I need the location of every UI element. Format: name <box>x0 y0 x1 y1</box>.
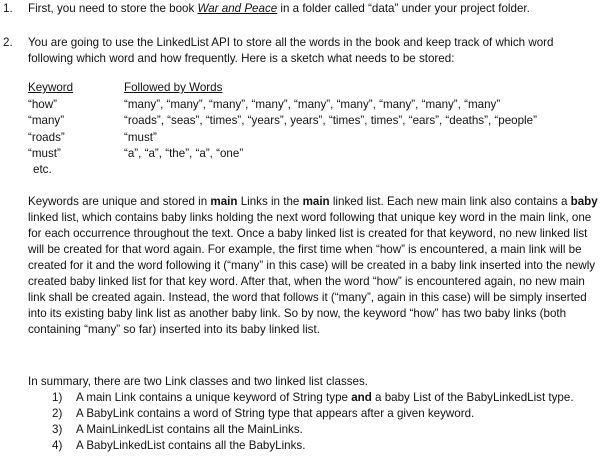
explanation-paragraph <box>28 194 603 338</box>
list-item-bold: and <box>351 391 372 404</box>
list-item-text-after: a baby List of the BabyLinkedList type. <box>371 391 574 404</box>
list-item <box>52 438 602 454</box>
item-text-before: First, you need to store the book <box>28 2 198 15</box>
list-item <box>52 390 602 406</box>
item-text <box>28 1 603 17</box>
item-text-after: in a folder called “data” under your project folder. <box>277 2 530 15</box>
list-item-number: 3) <box>52 423 63 436</box>
header-keyword: Keyword <box>28 81 74 94</box>
para-bold: main <box>210 195 238 208</box>
list-item <box>52 406 602 422</box>
para-text: Keywords are unique and stored in <box>28 195 211 208</box>
list-item-number: 1) <box>52 391 63 404</box>
list-item-text <box>76 390 574 406</box>
table-row <box>28 146 537 163</box>
followers-cell: “must” <box>124 130 157 144</box>
keyword-cell: “many” <box>28 114 65 127</box>
keyword-table <box>28 80 537 163</box>
etc-text: etc. <box>33 163 52 176</box>
table-row <box>28 113 537 130</box>
keyword-cell: “roads” <box>28 130 65 144</box>
para-text: linked list. Each new main link also contains a <box>329 195 571 208</box>
list-item-text-before: A main Link contains a unique keyword of String type <box>76 391 352 404</box>
item-number: 1. <box>3 2 13 15</box>
list-item-text: A BabyLinkedList contains all the BabyLinks. <box>76 439 306 452</box>
keyword-cell: “how” <box>28 97 57 111</box>
para-bold: baby <box>570 195 598 208</box>
list-item-text: A MainLinkedList contains all the MainLinks. <box>76 423 303 436</box>
followers-cell: “roads”, “seas”, “times”, “years”, years”, “times”, times”, “ears”, “deaths”, “people” <box>124 114 537 127</box>
para-text: linked list, which contains baby links holding the next word following that unique key word in the main link, one for each occurrence throughout the text. Once a baby linked list is created for that keyword, no new linked list will be created for that word again. For example, the first time when “how” is encountered, a main link will be created for it and the word following it (“many” in this case) will be created in a baby link inserted into the newly created baby linked list for that key word. After that, when the word “how” is encountered again, no new main link shall be created again. Instead, the word that follows it (“many”, again in this case) will be simply inserted into its existing baby link list as another baby link. So by now, the keyword “how” has two baby links (both containing “many” so far) inserted into its baby linked list. <box>28 211 596 336</box>
list-item-number: 2) <box>52 407 63 420</box>
para-text: Links in the <box>237 195 303 208</box>
summary-intro: In summary, there are two Link classes and two linked list classes. <box>28 375 369 388</box>
table-row <box>28 97 537 114</box>
summary-list <box>52 390 602 454</box>
header-followed-by: Followed by Words <box>124 81 223 94</box>
table-row <box>28 130 537 147</box>
book-title: War and Peace <box>197 2 278 15</box>
keyword-cell: “must” <box>28 147 61 160</box>
followers-cell: “many”, “many”, “many”, “many”, “many”, “many”, “many”, “many”, “many” <box>124 97 501 111</box>
para-bold: main <box>302 195 330 208</box>
list-item <box>52 422 602 438</box>
item-text: You are going to use the LinkedList API to store all the words in the book and keep track of which word following which word and how frequently. Here is a sketch what needs to be stored: <box>28 36 554 65</box>
followers-cell: “a”, “a”, “the”, “a”, “one” <box>124 147 244 160</box>
table-header-row <box>28 80 537 97</box>
list-item-number: 4) <box>52 439 63 452</box>
list-item-text: A BabyLink contains a word of String type that appears after a given keyword. <box>76 407 475 420</box>
item-number: 2. <box>3 36 13 49</box>
